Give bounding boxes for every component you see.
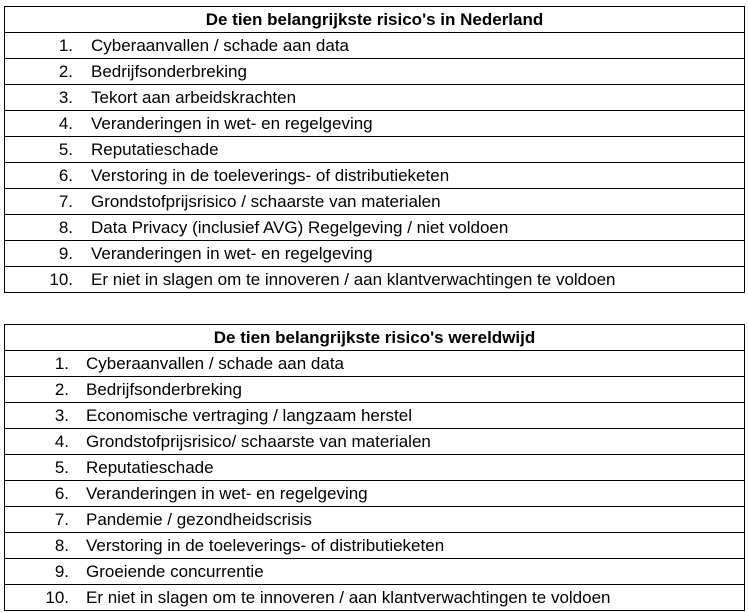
item-number: 1. — [58, 36, 73, 55]
worldwide-table-title: De tien belangrijkste risico's wereldwijd — [5, 325, 745, 351]
table-row — [5, 111, 745, 137]
item-number: 8. — [58, 218, 73, 237]
netherlands-risk-table — [4, 6, 745, 293]
item-text: Verstoring in de toeleverings- of distributieketen — [86, 536, 445, 555]
netherlands-table-title: De tien belangrijkste risico's in Nederland — [5, 7, 745, 33]
table-row — [5, 533, 745, 559]
table-row — [5, 33, 745, 59]
item-text: Economische vertraging / langzaam herstel — [86, 406, 412, 425]
item-number: 5. — [54, 458, 69, 477]
table-row — [5, 137, 745, 163]
item-text: Cyberaanvallen / schade aan data — [91, 36, 350, 55]
table-row — [5, 163, 745, 189]
item-number: 4. — [58, 114, 73, 133]
item-text: Veranderingen in wet- en regelgeving — [86, 484, 368, 503]
table-row — [5, 377, 745, 403]
item-text: Er niet in slagen om te innoveren / aan klantverwachtingen te voldoen — [91, 270, 616, 289]
item-number: 6. — [54, 484, 69, 503]
item-text: Veranderingen in wet- en regelgeving — [91, 114, 373, 133]
table-row — [5, 215, 745, 241]
item-text: Data Privacy (inclusief AVG) Regelgeving / niet voldoen — [91, 218, 509, 237]
item-number: 1. — [54, 354, 69, 373]
item-text: Groeiende concurrentie — [86, 562, 264, 581]
item-text: Tekort aan arbeidskrachten — [91, 88, 297, 107]
item-number: 7. — [54, 510, 69, 529]
table-row — [5, 585, 745, 611]
item-number: 10. — [49, 270, 73, 289]
item-number: 9. — [58, 244, 73, 263]
item-number: 5. — [58, 140, 73, 159]
item-text: Cyberaanvallen / schade aan data — [86, 354, 345, 373]
item-number: 9. — [54, 562, 69, 581]
table-row — [5, 559, 745, 585]
item-text: Bedrijfsonderbreking — [91, 62, 247, 81]
table-row — [5, 59, 745, 85]
table-header-row — [5, 325, 745, 351]
item-text: Er niet in slagen om te innoveren / aan klantverwachtingen te voldoen — [86, 588, 611, 607]
item-number: 8. — [54, 536, 69, 555]
item-text: Grondstofprijsrisico/ schaarste van materialen — [86, 432, 431, 451]
table-row — [5, 403, 745, 429]
table-header-row — [5, 7, 745, 33]
item-text: Grondstofprijsrisico / schaarste van materialen — [91, 192, 441, 211]
table-row — [5, 241, 745, 267]
item-text: Pandemie / gezondheidscrisis — [86, 510, 312, 529]
table-row — [5, 189, 745, 215]
item-number: 2. — [54, 380, 69, 399]
item-number: 3. — [58, 88, 73, 107]
table-row — [5, 351, 745, 377]
table-row — [5, 507, 745, 533]
item-number: 4. — [54, 432, 69, 451]
item-text: Verstoring in de toeleverings- of distributieketen — [91, 166, 450, 185]
item-text: Veranderingen in wet- en regelgeving — [91, 244, 373, 263]
table-row — [5, 481, 745, 507]
item-number: 2. — [58, 62, 73, 81]
table-row — [5, 455, 745, 481]
item-number: 7. — [58, 192, 73, 211]
item-text: Reputatieschade — [91, 140, 219, 159]
item-text: Bedrijfsonderbreking — [86, 380, 242, 399]
item-number: 6. — [58, 166, 73, 185]
item-number: 10. — [45, 588, 69, 607]
item-number: 3. — [54, 406, 69, 425]
item-text: Reputatieschade — [86, 458, 214, 477]
table-row — [5, 267, 745, 293]
worldwide-risk-table — [4, 324, 745, 611]
table-row — [5, 429, 745, 455]
table-row — [5, 85, 745, 111]
